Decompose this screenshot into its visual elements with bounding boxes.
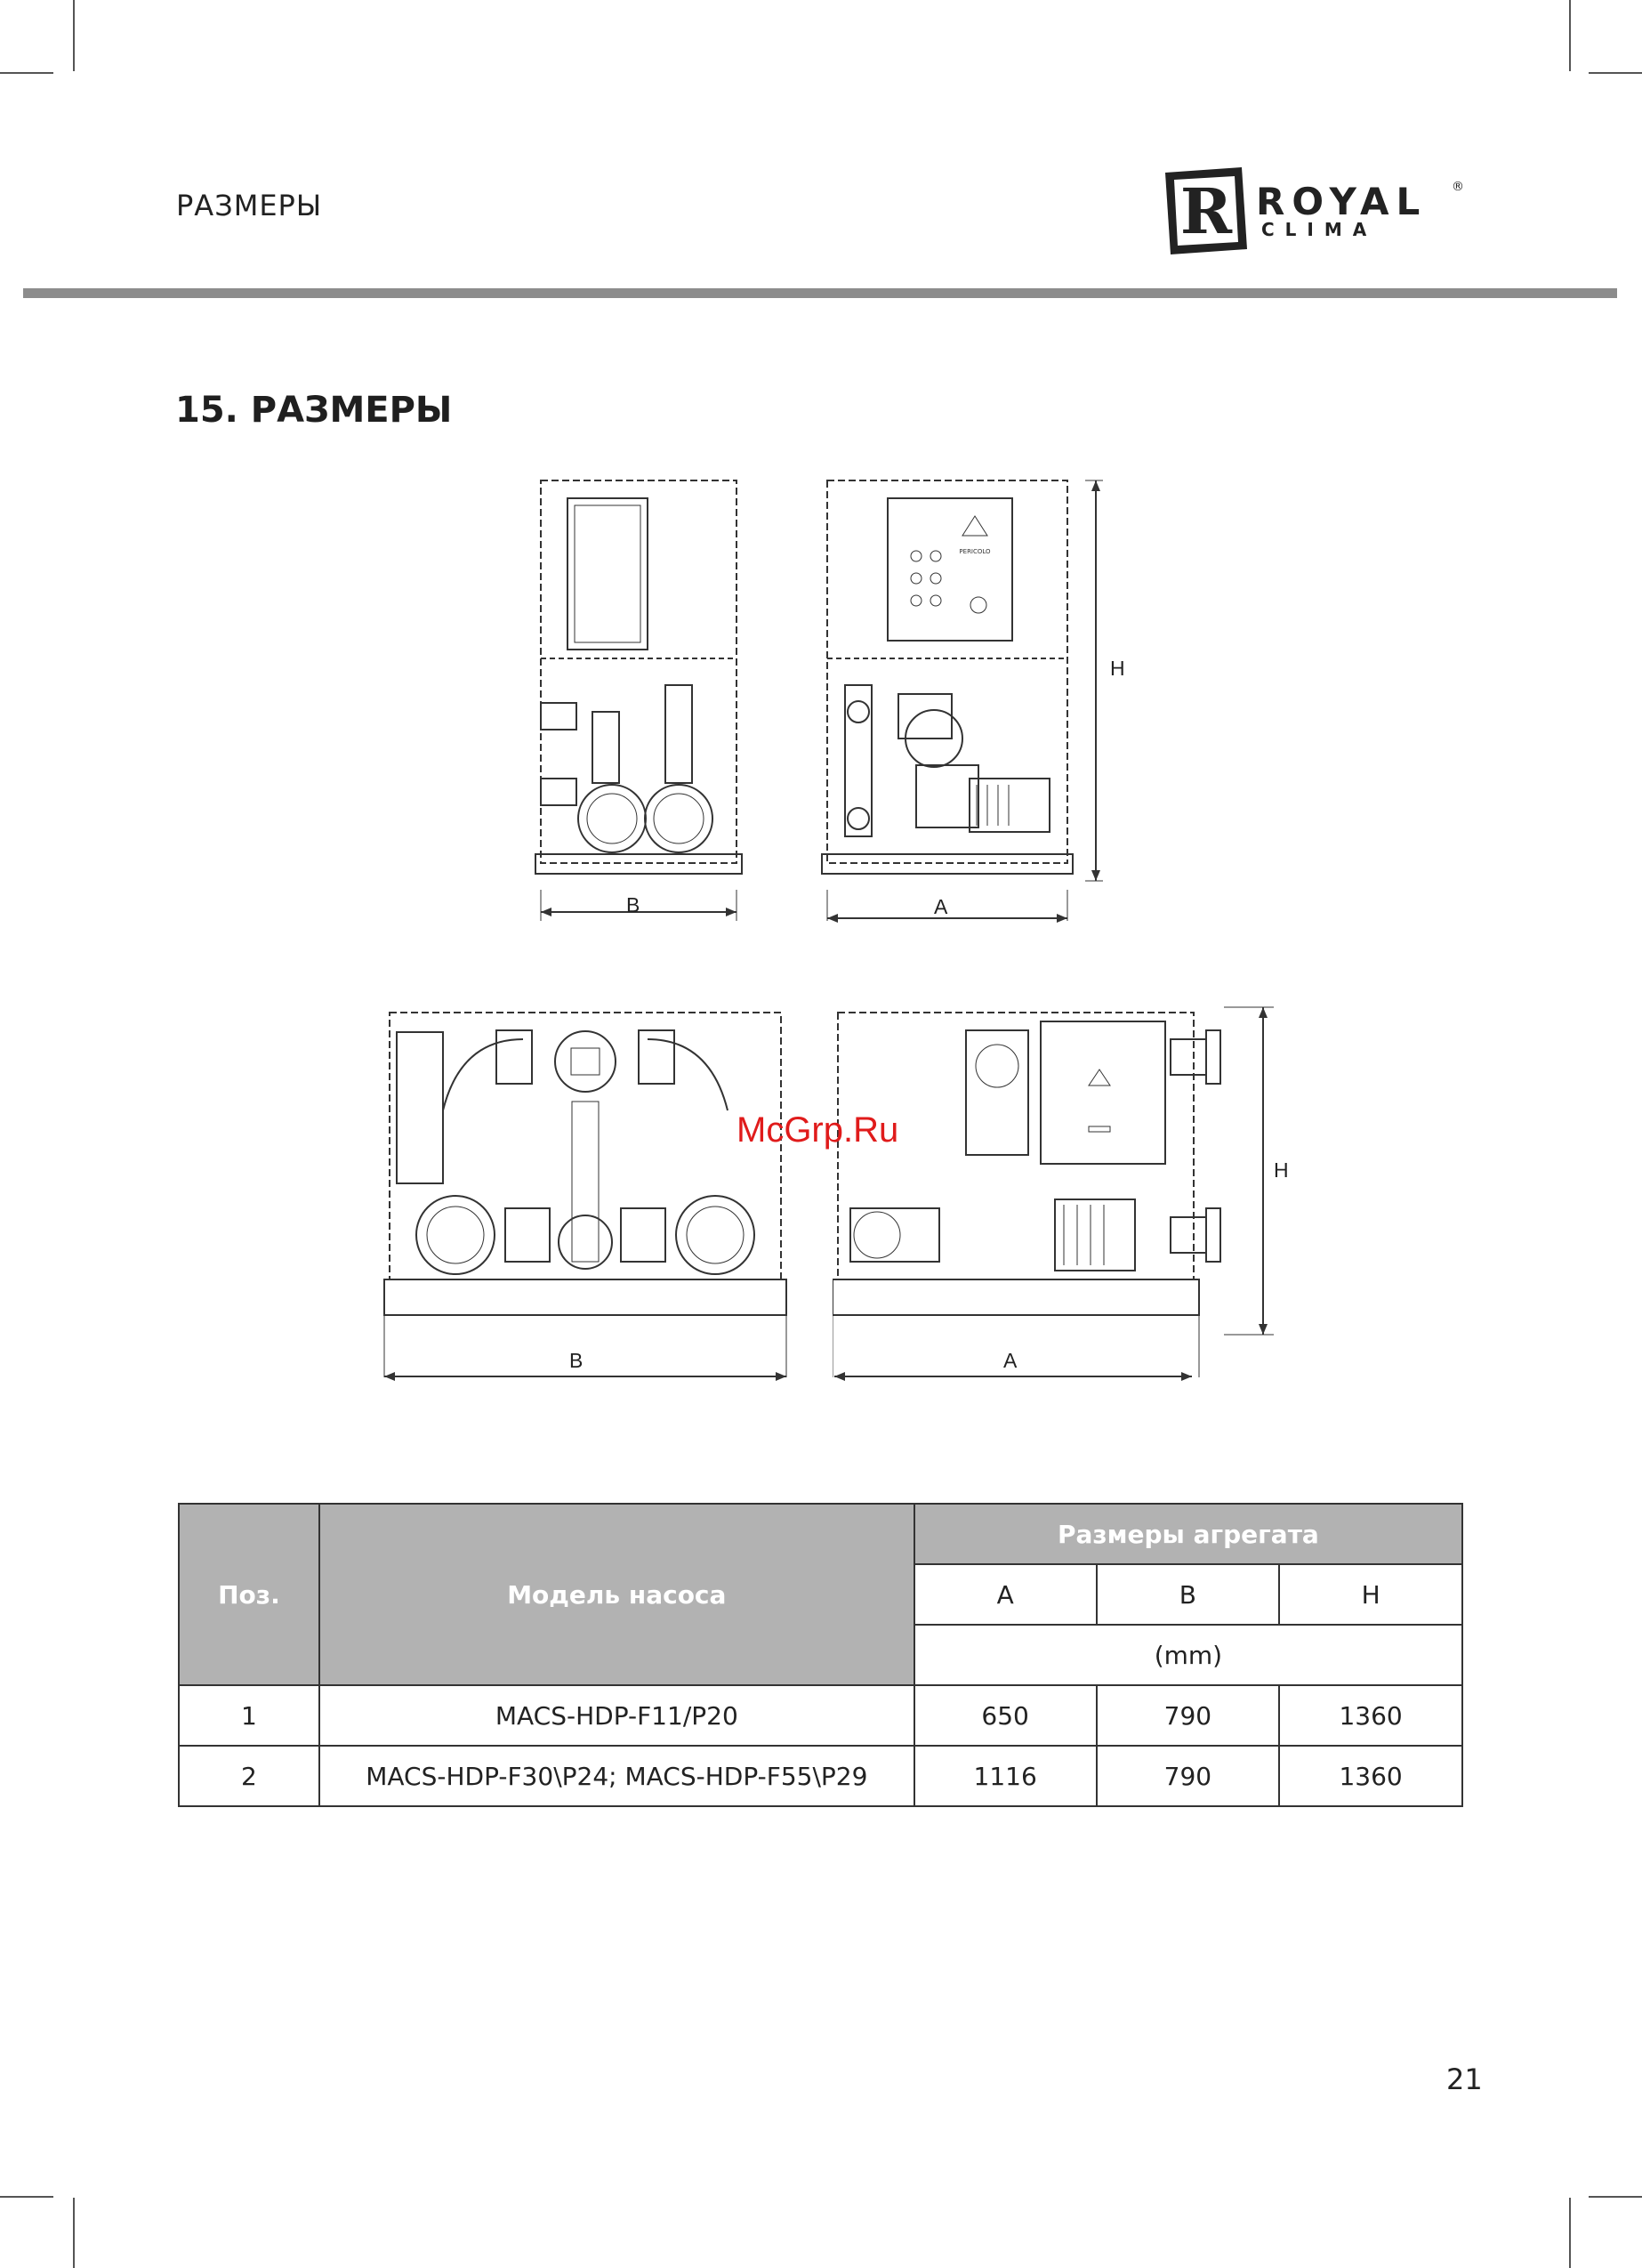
table-header-row	[179, 1504, 1462, 1564]
col-header-b: B	[1097, 1564, 1280, 1625]
logo-word-clima: CLIMA	[1261, 219, 1378, 240]
cell-model: MACS-HDP-F11/P20	[319, 1685, 914, 1746]
dim-line-b-unit2	[384, 1368, 786, 1379]
crop-mark	[73, 0, 75, 71]
cell-a: 1116	[914, 1746, 1097, 1806]
cell-b: 790	[1097, 1746, 1280, 1806]
cell-b: 790	[1097, 1685, 1280, 1746]
cell-h: 1360	[1279, 1685, 1462, 1746]
unit-label: (mm)	[914, 1625, 1462, 1685]
dim-label-h: H	[1274, 1158, 1289, 1182]
table-row	[179, 1685, 1462, 1746]
dim-label-a: A	[934, 895, 948, 918]
dim-label-b: B	[626, 893, 640, 916]
dim-label-a: A	[1003, 1349, 1018, 1372]
col-header-model: Модель насоса	[319, 1504, 914, 1685]
dim-label-h: H	[1110, 657, 1125, 680]
svg-text:PERICOLO: PERICOLO	[959, 548, 991, 555]
drawing-unit2-front-view	[833, 1004, 1277, 1377]
table-row	[179, 1746, 1462, 1806]
drawing-unit1-side-view	[532, 472, 745, 934]
section-title: 15. РАЗМЕРЫ	[175, 390, 453, 431]
logo-word-royal: ROYAL	[1256, 180, 1428, 223]
cell-pos: 1	[179, 1685, 319, 1746]
dimensions-table	[178, 1503, 1463, 1807]
drawing-unit1-front-view	[818, 472, 1112, 934]
crop-mark	[73, 2198, 75, 2268]
col-header-a: A	[914, 1564, 1097, 1625]
dim-label-b: B	[569, 1349, 584, 1372]
dim-line-h-unit1	[1091, 480, 1101, 881]
running-header: РАЗМЕРЫ	[176, 189, 323, 222]
cell-a: 650	[914, 1685, 1097, 1746]
cell-h: 1360	[1279, 1746, 1462, 1806]
crop-mark	[1569, 2198, 1571, 2268]
crop-mark	[1589, 2196, 1642, 2198]
royal-clima-logo	[1162, 167, 1469, 256]
dim-line-h-unit2	[1258, 1007, 1268, 1335]
col-header-dimensions: Размеры агрегата	[914, 1504, 1462, 1564]
cell-model: MACS-HDP-F30\P24; MACS-HDP-F55\P29	[319, 1746, 914, 1806]
svg-text:R: R	[1179, 174, 1233, 248]
watermark: McGrp.Ru	[736, 1110, 899, 1150]
col-header-h: H	[1279, 1564, 1462, 1625]
drawing-unit2-side-view	[381, 1004, 790, 1377]
crop-mark	[0, 2196, 53, 2198]
logo-mark-icon	[1162, 167, 1251, 256]
crop-mark	[1589, 72, 1642, 74]
registered-mark: ®	[1452, 180, 1464, 194]
cell-pos: 2	[179, 1746, 319, 1806]
page-number: 21	[1446, 2062, 1483, 2096]
header-divider	[23, 288, 1617, 298]
crop-mark	[1569, 0, 1571, 71]
crop-mark	[0, 72, 53, 74]
col-header-pos: Поз.	[179, 1504, 319, 1685]
